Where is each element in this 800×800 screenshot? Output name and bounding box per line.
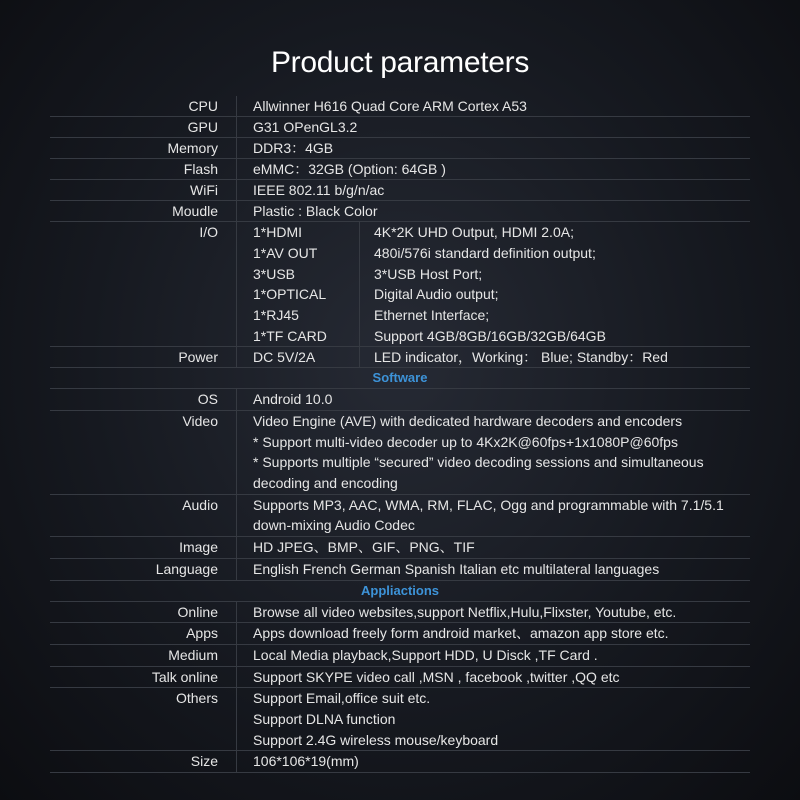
io-port: 3*USB <box>253 265 296 282</box>
row-label: Size <box>50 751 237 773</box>
row-label: Medium <box>50 644 237 666</box>
row-label: Language <box>50 558 237 580</box>
io-cell <box>237 222 751 347</box>
row-value: eMMC：32GB (Option: 64GB ) <box>237 159 751 180</box>
value-line: Android 10.0 <box>253 391 333 408</box>
value-line: Support SKYPE video call ,MSN , facebook ,twitter ,QQ etc <box>253 668 620 685</box>
io-desc: 3*USB Host Port; <box>374 265 483 282</box>
table-row <box>50 751 750 773</box>
value-line: 106*106*19(mm) <box>253 753 359 770</box>
table-row <box>50 159 750 180</box>
value-line: Local Media playback,Support HDD, U Disck ,TF Card . <box>253 646 598 663</box>
io-desc: Digital Audio output; <box>374 286 499 303</box>
table-row <box>50 558 750 580</box>
row-label: Flash <box>50 159 237 180</box>
io-port: 1*HDMI <box>253 224 303 241</box>
power-value: DC 5V/2A <box>253 347 360 367</box>
io-desc: 4K*2K UHD Output, HDMI 2.0A; <box>374 224 574 241</box>
io-desc-column <box>360 222 606 346</box>
row-value <box>237 537 751 559</box>
row-value: IEEE 802.11 b/g/n/ac <box>237 180 751 201</box>
value-line: Video Engine (AVE) with dedicated hardware decoders and encoders <box>253 413 683 429</box>
io-port: 1*TF CARD <box>253 327 327 344</box>
table-row <box>50 389 750 411</box>
row-value: Plastic : Black Color <box>237 201 751 222</box>
table-row <box>50 537 750 559</box>
table-row <box>50 201 750 222</box>
row-value <box>237 623 751 645</box>
row-label: Talk online <box>50 666 237 688</box>
value-line: Apps download freely form android market、amazon app store etc. <box>253 625 669 642</box>
value-line: down-mixing Audio Codec <box>253 517 415 534</box>
row-label: Apps <box>50 623 237 645</box>
power-desc: LED indicator，Working： Blue; Standby：Red <box>374 349 668 366</box>
value-line: Browse all video websites,support Netflix,Hulu,Flixster, Youtube, etc. <box>253 603 677 620</box>
table-row <box>50 347 750 368</box>
value-line: Support 2.4G wireless mouse/keyboard <box>253 731 499 748</box>
row-value <box>237 494 751 536</box>
table-row <box>50 666 750 688</box>
row-value: DDR3：4GB <box>237 138 751 159</box>
row-value <box>237 666 751 688</box>
row-label: CPU <box>50 96 237 117</box>
io-port-column <box>253 222 360 346</box>
row-label: Image <box>50 537 237 559</box>
io-port: 1*AV OUT <box>253 244 318 261</box>
row-label: WiFi <box>50 180 237 201</box>
io-port: 1*RJ45 <box>253 306 299 323</box>
row-label: Moudle <box>50 201 237 222</box>
row-label: OS <box>50 389 237 411</box>
io-port: 1*OPTICAL <box>253 286 327 303</box>
value-line: Support DLNA function <box>253 710 396 727</box>
row-label: Memory <box>50 138 237 159</box>
table-row <box>50 644 750 666</box>
value-line: Support Email,office suit etc. <box>253 690 431 707</box>
page-title: Product parameters <box>270 46 530 79</box>
value-line: English French German Spanish Italian etc multilateral languages <box>253 560 660 577</box>
value-line: HD JPEG、BMP、GIF、PNG、TIF <box>253 539 475 556</box>
row-label: Audio <box>50 494 237 536</box>
row-value <box>237 389 751 411</box>
row-value: Allwinner H616 Quad Core ARM Cortex A53 <box>237 96 751 117</box>
row-label: Power <box>50 347 237 368</box>
value-line: Supports MP3, AAC, WMA, RM, FLAC, Ogg and programmable with 7.1/5.1 <box>253 496 724 513</box>
table-row-io <box>50 222 750 347</box>
table-row <box>50 117 750 138</box>
table-row <box>50 623 750 645</box>
value-line: decoding and encoding <box>253 475 398 492</box>
table-row <box>50 138 750 159</box>
io-desc: 480i/576i standard definition output; <box>374 244 596 261</box>
section-heading-software: Software <box>50 368 750 389</box>
table-row <box>50 96 750 117</box>
row-value: G31 OPenGL3.2 <box>237 117 751 138</box>
spec-table <box>50 96 750 773</box>
row-value <box>237 601 751 623</box>
power-cell <box>237 347 751 368</box>
section-header-row <box>50 580 750 601</box>
row-value <box>237 688 751 751</box>
table-row <box>50 494 750 536</box>
row-label: Online <box>50 601 237 623</box>
table-row <box>50 180 750 201</box>
value-line: * Support multi-video decoder up to 4Kx2K@60fps+1x1080P@60fps <box>253 433 678 450</box>
table-row <box>50 601 750 623</box>
row-value <box>237 644 751 666</box>
row-value <box>237 558 751 580</box>
section-heading-applications: Appliactions <box>50 580 750 601</box>
section-header-row <box>50 368 750 389</box>
table-row <box>50 688 750 751</box>
row-label: Video <box>50 411 237 495</box>
row-label: I/O <box>50 222 237 347</box>
row-value <box>237 751 751 773</box>
row-value <box>237 411 751 495</box>
io-desc: Ethernet Interface; <box>374 306 490 323</box>
table-row <box>50 411 750 495</box>
value-line: * Supports multiple “secured” video decoding sessions and simultaneous <box>253 454 704 471</box>
io-desc: Support 4GB/8GB/16GB/32GB/64GB <box>374 327 606 344</box>
row-label: GPU <box>50 117 237 138</box>
row-label: Others <box>50 688 237 751</box>
